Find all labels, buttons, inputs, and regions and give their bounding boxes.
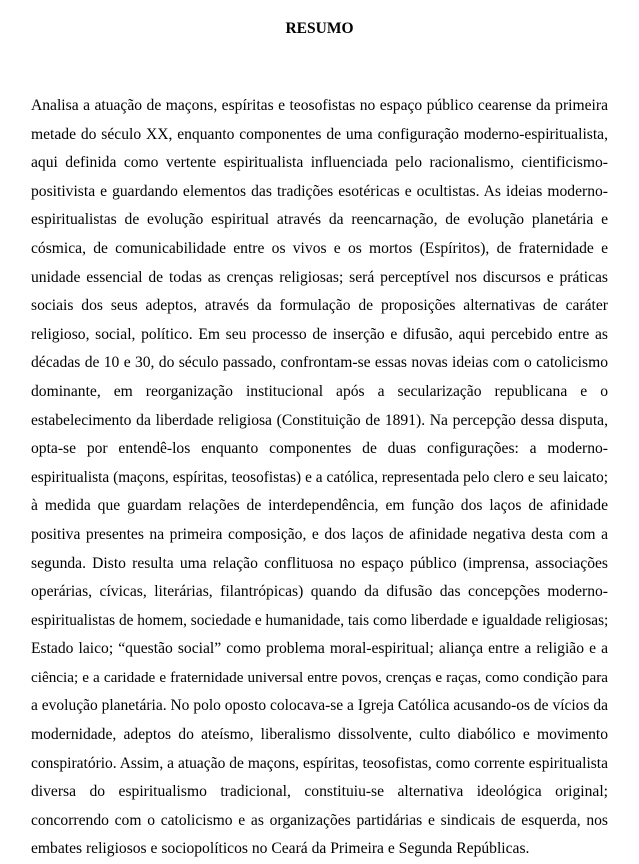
abstract-line: embates religiosos e sociopolíticos no Ceará da Primeira e Segunda Repúblicas. bbox=[31, 840, 530, 858]
abstract-line: a evolução planetária. No polo oposto colocava-se a Igreja Católica acusando-os de vícios da bbox=[31, 697, 608, 715]
abstract-line: positiva presentes na primeira composição, e dos laços de afinidade negativa desta com a bbox=[31, 525, 608, 543]
abstract-line: espiritualistas de homem, sociedade e humanidade, tais como liberdade e igualdade religiosas; bbox=[31, 611, 609, 629]
abstract-line: décadas de 10 e 30, do século passado, confrontam-se essas novas ideias com o catolicismo bbox=[31, 354, 608, 372]
abstract-line: metade do século XX, enquanto componentes de uma configuração moderno-espiritualista, bbox=[31, 125, 608, 143]
abstract-line: espiritualistas de evolução espiritual através da reencarnação, de evolução planetária e bbox=[31, 211, 608, 229]
abstract-line: à medida que guardam relações de interdependência, em função dos laços de afinidade bbox=[31, 497, 608, 515]
abstract-line: Analisa a atuação de maçons, espíritas e teosofistas no espaço público cearense da primeira bbox=[31, 97, 608, 114]
abstract-line: cósmica, de comunicabilidade entre os vivos e os mortos (Espíritos), de fraternidade e bbox=[31, 239, 608, 257]
abstract-paragraph bbox=[31, 92, 608, 864]
abstract-line: ciência; e a caridade e fraternidade universal entre povos, crenças e raças, como condição para bbox=[31, 668, 608, 686]
page-title: RESUMO bbox=[285, 20, 354, 38]
abstract-line: modernidade, adeptos do ateísmo, liberalismo dissolvente, culto diabólico e movimento bbox=[31, 726, 608, 744]
abstract-line: conspiratório. Assim, a atuação de maçons, espíritas, teosofistas, como corrente espiritualista bbox=[31, 754, 608, 772]
abstract-line: Estado laico; “questão social” como problema moral-espiritual; aliança entre a religião e a bbox=[31, 640, 608, 658]
abstract-line: operárias, cívicas, literárias, filantrópicas) quando da difusão das concepções moderno- bbox=[31, 583, 608, 601]
abstract-line: espiritualista (maçons, espíritas, teosofistas) e a católica, representada pelo clero e seu laicato; bbox=[31, 468, 608, 486]
abstract-line: estabelecimento da liberdade religiosa (Constituição de 1891). Na percepção dessa disputa, bbox=[31, 411, 608, 429]
abstract-line: diversa do espiritualismo tradicional, constituiu-se alternativa ideológica original; bbox=[31, 783, 608, 801]
abstract-line: religioso, social, político. Em seu processo de inserção e difusão, aqui percebido entre as bbox=[31, 325, 608, 343]
abstract-line: unidade essencial de todas as crenças religiosas; será perceptível nos discursos e práticas bbox=[31, 268, 608, 286]
abstract-line: opta-se por entendê-los enquanto componentes de duas configurações: a moderno- bbox=[31, 440, 608, 458]
abstract-line: positivista e guardando elementos das tradições esotéricas e ocultistas. As ideias moderno- bbox=[31, 182, 608, 200]
abstract-line: dominante, em reorganização institucional após a secularização republicana e o bbox=[31, 382, 608, 400]
abstract-line: sociais dos seus adeptos, através da formulação de proposições alternativas de caráter bbox=[31, 297, 608, 315]
abstract-line: aqui definida como vertente espiritualista influenciada pelo racionalismo, cientificismo- bbox=[31, 154, 608, 172]
abstract-line: segunda. Disto resulta uma relação conflituosa no espaço público (imprensa, associações bbox=[31, 554, 608, 572]
abstract-line: concorrendo com o catolicismo e as organizações partidárias e sindicais de esquerda, nos bbox=[31, 811, 608, 829]
